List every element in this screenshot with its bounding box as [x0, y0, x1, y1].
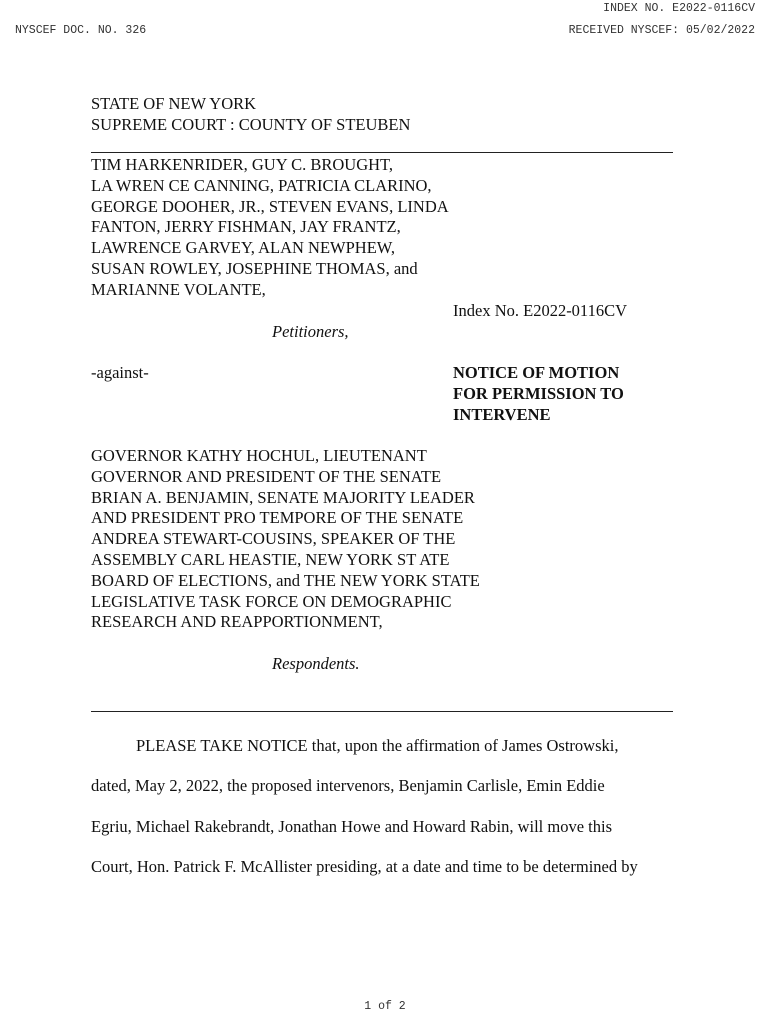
petitioner-line: SUSAN ROWLEY, JOSEPHINE THOMAS, and — [91, 259, 418, 278]
caption-top-rule — [91, 152, 673, 153]
petitioners-label: Petitioners, — [272, 322, 349, 341]
motion-title-line-2: FOR PERMISSION TO — [453, 384, 624, 403]
court-name: SUPREME COURT : COUNTY OF STEUBEN — [91, 115, 411, 134]
index-number-caption: Index No. E2022-0116CV — [453, 301, 627, 320]
respondent-line: LEGISLATIVE TASK FORCE ON DEMOGRAPHIC — [91, 591, 452, 611]
body-line: Court, Hon. Patrick F. McAllister presiding, at a date and time to be determined by — [91, 857, 638, 876]
respondent-line: BRIAN A. BENJAMIN, SENATE MAJORITY LEADER — [91, 487, 475, 507]
body-line: Egriu, Michael Rakebrandt, Jonathan Howe and Howard Rabin, will move this — [91, 817, 613, 836]
nyscef-doc-number: NYSCEF DOC. NO. 326 — [15, 24, 147, 37]
petitioner-line: LA WREN CE CANNING, PATRICIA CLARINO, — [91, 175, 432, 195]
received-date: RECEIVED NYSCEF: 05/02/2022 — [568, 24, 755, 37]
caption-bottom-rule — [91, 711, 673, 712]
respondent-line: GOVERNOR KATHY HOCHUL, LIEUTENANT — [91, 446, 427, 465]
page-number: 1 of 2 — [364, 1000, 406, 1013]
index-number-header: INDEX NO. E2022-0116CV — [603, 2, 755, 15]
respondent-line: BOARD OF ELECTIONS, and THE NEW YORK STATE — [91, 570, 480, 590]
respondent-line: ANDREA STEWART-COUSINS, SPEAKER OF THE — [91, 529, 456, 549]
respondents-label: Respondents. — [272, 654, 360, 673]
motion-title-line-3: INTERVENE — [453, 405, 551, 424]
against-label: -against- — [91, 363, 149, 382]
respondent-line: RESEARCH AND REAPPORTIONMENT, — [91, 612, 383, 632]
petitioner-line: FANTON, JERRY FISHMAN, JAY FRANTZ, — [91, 217, 401, 237]
petitioner-line: GEORGE DOOHER, JR., STEVEN EVANS, LINDA — [91, 196, 449, 216]
petitioner-line: LAWRENCE GARVEY, ALAN NEWPHEW, — [91, 238, 395, 258]
respondent-line: GOVERNOR AND PRESIDENT OF THE SENATE — [91, 466, 442, 486]
body-line: dated, May 2, 2022, the proposed intervenors, Benjamin Carlisle, Emin Eddie — [91, 776, 605, 795]
court-state: STATE OF NEW YORK — [91, 94, 257, 113]
petitioner-line: MARIANNE VOLANTE, — [91, 279, 266, 299]
body-line: PLEASE TAKE NOTICE that, upon the affirmation of James Ostrowski, — [136, 736, 619, 755]
motion-title-line-1: NOTICE OF MOTION — [453, 363, 620, 382]
petitioner-line: TIM HARKENRIDER, GUY C. BROUGHT, — [91, 155, 394, 174]
respondent-line: AND PRESIDENT PRO TEMPORE OF THE SENATE — [91, 508, 464, 528]
respondent-line: ASSEMBLY CARL HEASTIE, NEW YORK ST ATE — [91, 550, 450, 569]
